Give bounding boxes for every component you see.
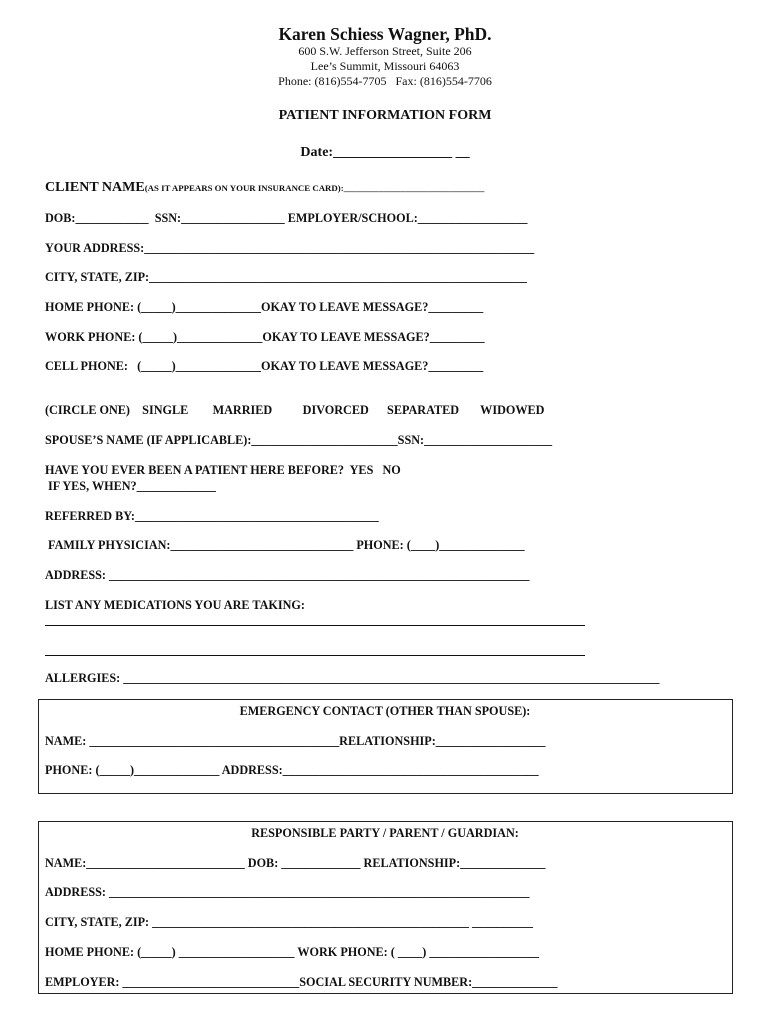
client-name-note: (AS IT APPEARS ON YOUR INSURANCE CARD): — [144, 183, 344, 193]
medications-label: LIST ANY MEDICATIONS YOU ARE TAKING: — [45, 598, 305, 612]
previous-visit-when-field[interactable]: IF YES, WHEN?_____________ — [45, 479, 216, 493]
cell-phone-field[interactable]: CELL PHONE: (_____)______________OKAY TO LEAVE MESSAGE?_________ — [45, 359, 484, 373]
practice-phone-fax: Phone: (816)554-7705 Fax: (816)554-7706 — [278, 74, 492, 88]
city-state-zip-field[interactable]: CITY, STATE, ZIP:______________________________________________________________ — [45, 270, 527, 284]
date-field[interactable]: Date:_________________ __ — [300, 145, 470, 160]
responsible-party-box — [38, 821, 733, 994]
your-address-field[interactable]: YOUR ADDRESS:________________________________________________________________ — [45, 241, 535, 255]
practitioner-name: Karen Schiess Wagner, PhD. — [278, 24, 492, 44]
family-physician-field[interactable]: FAMILY PHYSICIAN:______________________________ PHONE: (____)______________ — [45, 538, 525, 552]
client-name-label: CLIENT NAME — [45, 180, 145, 195]
emergency-name-field[interactable]: NAME: _________________________________________RELATIONSHIP:__________________ — [45, 734, 546, 748]
responsible-name-field[interactable]: NAME:__________________________ DOB: _____________ RELATIONSHIP:______________ — [45, 856, 546, 870]
medications-line-1[interactable] — [45, 625, 585, 626]
medications-line-2[interactable] — [45, 655, 585, 656]
responsible-party-title: RESPONSIBLE PARTY / PARENT / GUARDIAN: — [251, 826, 519, 840]
responsible-address-field[interactable]: ADDRESS: _____________________________________________________________________ — [45, 885, 530, 899]
referred-by-field[interactable]: REFERRED BY:________________________________________ — [45, 509, 379, 523]
responsible-phones-field[interactable]: HOME PHONE: (_____) ___________________ WORK PHONE: ( ____) __________________ — [45, 945, 540, 959]
practice-city-state-zip: Lee’s Summit, Missouri 64063 — [310, 59, 460, 73]
responsible-city-field[interactable]: CITY, STATE, ZIP: ____________________________________________________ __________ — [45, 915, 533, 929]
form-title: PATIENT INFORMATION FORM — [278, 108, 492, 123]
work-phone-field[interactable]: WORK PHONE: (_____)______________OKAY TO LEAVE MESSAGE?_________ — [45, 330, 485, 344]
responsible-employer-field[interactable]: EMPLOYER: _____________________________SOCIAL SECURITY NUMBER:______________ — [45, 975, 558, 989]
marital-status-options[interactable]: (CIRCLE ONE) SINGLE MARRIED DIVORCED SEPARATED WIDOWED — [45, 403, 545, 417]
client-name-blank[interactable]: ________________________________ — [343, 183, 485, 193]
spouse-name-field[interactable]: SPOUSE’S NAME (IF APPLICABLE):________________________SSN:_____________________ — [45, 433, 553, 447]
previous-patient-question[interactable]: HAVE YOU EVER BEEN A PATIENT HERE BEFORE? YES NO — [45, 463, 401, 477]
dob-ssn-employer-field[interactable]: DOB:____________ SSN:_________________ EMPLOYER/SCHOOL:__________________ — [45, 211, 528, 225]
allergies-field[interactable]: ALLERGIES: ________________________________________________________________________________________ — [45, 671, 660, 685]
physician-address-field[interactable]: ADDRESS: _____________________________________________________________________ — [45, 568, 530, 582]
client-name-field[interactable] — [45, 180, 484, 196]
home-phone-field[interactable]: HOME PHONE: (_____)______________OKAY TO LEAVE MESSAGE?_________ — [45, 300, 484, 314]
emergency-contact-title: EMERGENCY CONTACT (OTHER THAN SPOUSE): — [239, 704, 531, 718]
emergency-phone-address-field[interactable]: PHONE: (_____)______________ ADDRESS:__________________________________________ — [45, 763, 539, 777]
practice-street-address: 600 S.W. Jefferson Street, Suite 206 — [298, 44, 472, 58]
